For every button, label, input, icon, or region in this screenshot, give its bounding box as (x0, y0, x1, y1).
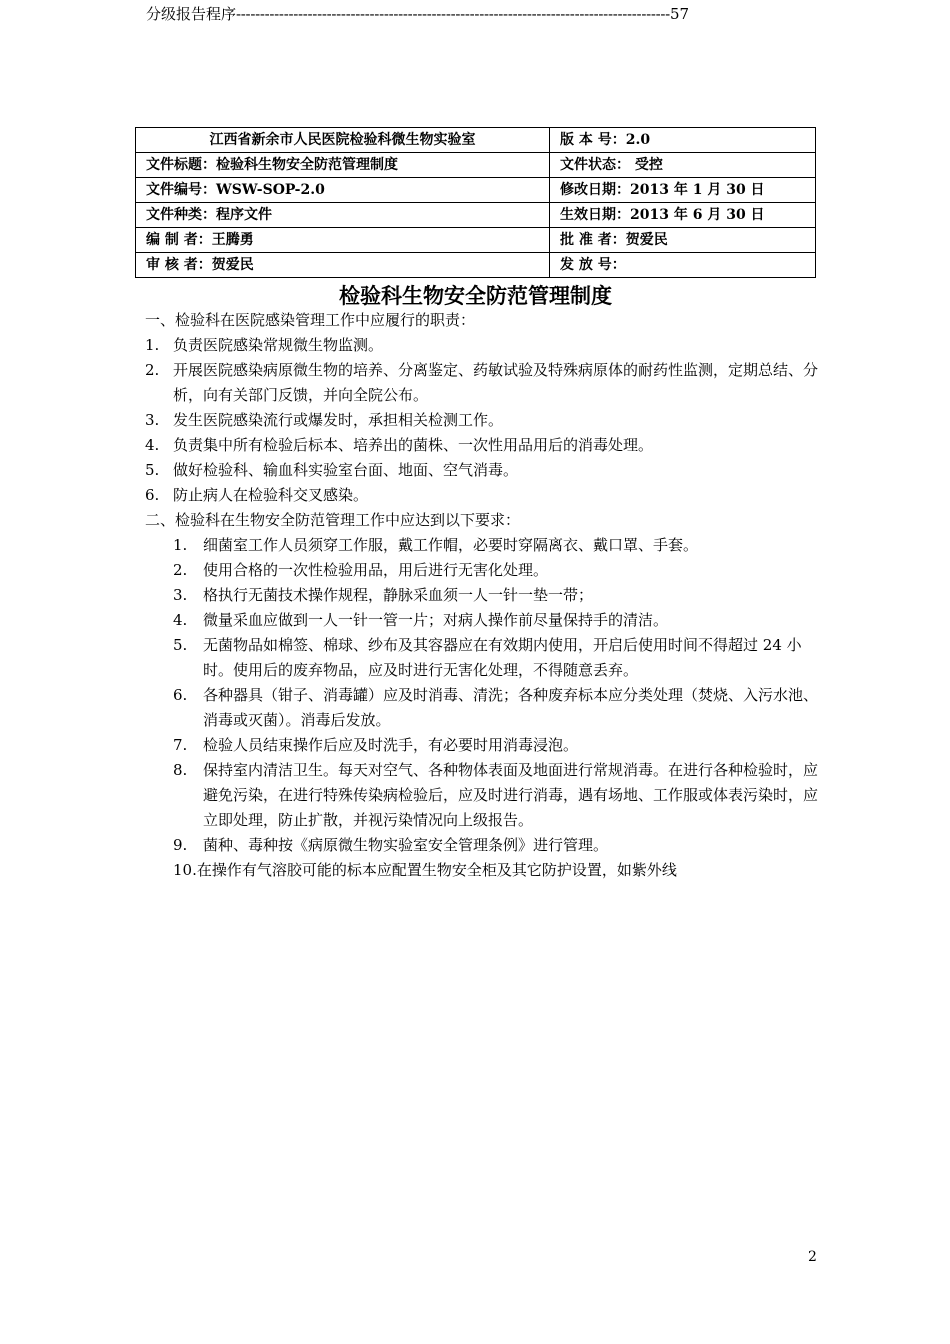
list-number: 1. (145, 336, 160, 354)
list-number: 4. (173, 611, 188, 629)
list-item (145, 483, 825, 508)
reviewer-cell: 审 核 者：贺爱民 (136, 253, 550, 278)
list-number: 3. (145, 411, 160, 429)
list-item (145, 333, 825, 358)
list-item (145, 408, 825, 433)
list-text: 开展医院感染病原微生物的培养、分离鉴定、药敏试验及特殊病原体的耐药性监测，定期总结、分析，向有关部门反馈，并向全院公布。 (173, 361, 819, 404)
doc-type-cell: 文件种类：程序文件 (136, 203, 550, 228)
list-text: 负责医院感染常规微生物监测。 (173, 336, 384, 354)
list-item (145, 608, 825, 633)
list-number: 5. (145, 461, 160, 479)
toc-label: 分级报告程序 (146, 5, 237, 23)
document-header-table (135, 127, 816, 278)
list-text: 检验人员结束操作后应及时洗手，有必要时用消毒浸泡。 (203, 736, 579, 754)
effective-date-cell: 生效日期：2013 年 6 月 30 日 (550, 203, 816, 228)
list-number: 7. (173, 736, 188, 754)
list-item (145, 758, 825, 833)
version-cell: 版 本 号：2.0 (550, 128, 816, 153)
section-2-heading: 二、检验科在生物安全防范管理工作中应达到以下要求： (145, 511, 521, 529)
list-item (145, 633, 825, 683)
list-item (145, 433, 825, 458)
author-cell: 编 制 者：王腾勇 (136, 228, 550, 253)
list-item (145, 683, 825, 733)
issue-number-cell: 发 放 号： (550, 253, 816, 278)
toc-leader: ------------------------------------------------------------------------------------------- (236, 5, 670, 23)
list-text: 无菌物品如棉签、棉球、纱布及其容器应在有效期内使用，开启后使用时间不得超过 24 小时。使用后的废弃物品，应及时进行无害化处理，不得随意丢弃。 (203, 636, 802, 679)
revise-date-cell: 修改日期：2013 年 1 月 30 日 (550, 178, 816, 203)
list-text: 做好检验科、输血科实验室台面、地面、空气消毒。 (173, 461, 519, 479)
list-text: 负责集中所有检验后标本、培养出的菌株、一次性用品用后的消毒处理。 (173, 436, 654, 454)
list-item (145, 583, 825, 608)
list-number: 3. (173, 586, 188, 604)
doc-number-cell: 文件编号：WSW-SOP-2.0 (136, 178, 550, 203)
page-title: 检验科生物安全防范管理制度 (339, 284, 612, 308)
list-number: 2. (145, 361, 160, 379)
list-text: 菌种、毒种按《病原微生物实验室安全管理条例》进行管理。 (203, 836, 609, 854)
list-number: 4. (145, 436, 160, 454)
doc-status-cell: 文件状态： 受控 (550, 153, 816, 178)
list-text: 保持室内清洁卫生。每天对空气、各种物体表面及地面进行常规消毒。在进行各种检验时，应避免污染，在进行特殊传染病检验后，应及时进行消毒，遇有场地、工作服或体表污染时，应立即处理，防止扩散，并视污染情况向上级报告。 (203, 761, 819, 829)
section-1-list (145, 333, 825, 508)
list-number: 2. (173, 561, 188, 579)
section-1-heading: 一、检验科在医院感染管理工作中应履行的职责： (145, 311, 476, 329)
list-text: 格执行无菌技术操作规程，静脉采血须一人一针一垫一带； (203, 586, 594, 604)
list-item (145, 833, 825, 858)
list-text: 细菌室工作人员须穿工作服，戴工作帽，必要时穿隔离衣、戴口罩、手套。 (203, 536, 699, 554)
list-number: 5. (173, 636, 188, 654)
list-item (145, 558, 825, 583)
toc-page: 57 (669, 5, 690, 23)
list-text: 各种器具（钳子、消毒罐）应及时消毒、清洗；各种废弃标本应分类处理（焚烧、入污水池、消毒或灭菌）。消毒后发放。 (203, 686, 819, 729)
list-number: 1. (173, 536, 188, 554)
list-text: 使用合格的一次性检验用品，用后进行无害化处理。 (203, 561, 549, 579)
list-item (145, 733, 825, 758)
list-item (145, 533, 825, 558)
section-2-list (145, 533, 825, 883)
approver-cell: 批 准 者：贺爱民 (550, 228, 816, 253)
list-text: 发生医院感染流行或爆发时，承担相关检测工作。 (173, 411, 504, 429)
page-number: 2 (808, 1249, 817, 1265)
list-text: 防止病人在检验科交叉感染。 (173, 486, 369, 504)
toc-entry (146, 4, 766, 24)
list-number: 9. (173, 836, 188, 854)
list-number: 6. (173, 686, 188, 704)
doc-title-cell: 文件标题：检验科生物安全防范管理制度 (136, 153, 550, 178)
list-text: 微量采血应做到一人一针一管一片；对病人操作前尽量保持手的清洁。 (203, 611, 669, 629)
institution-cell: 江西省新余市人民医院检验科微生物实验室 (136, 128, 550, 153)
list-number: 6. (145, 486, 160, 504)
list-item (145, 358, 825, 408)
list-number: 8. (173, 761, 188, 779)
list-item (145, 458, 825, 483)
document-body (145, 308, 825, 883)
list-item: 10.在操作有气溶胶可能的标本应配置生物安全柜及其它防护设置，如紫外线 (173, 861, 677, 879)
